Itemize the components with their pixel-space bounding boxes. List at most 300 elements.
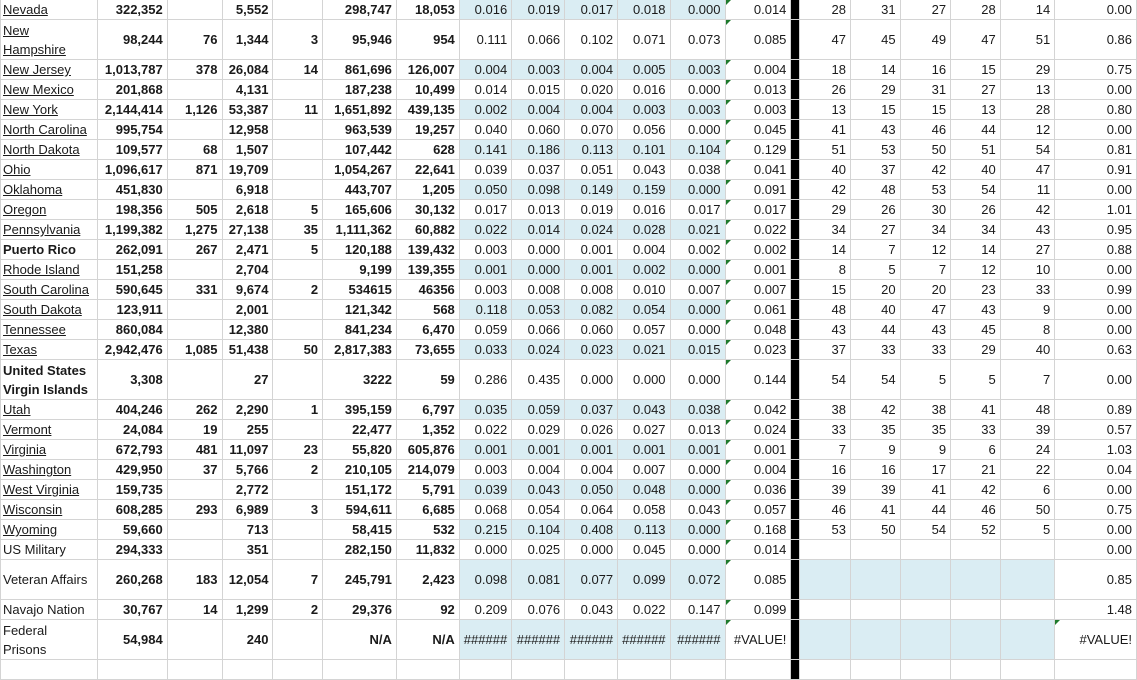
rate-cell[interactable]: 0.000 bbox=[670, 360, 725, 400]
row-name-link[interactable]: Virginia bbox=[3, 442, 47, 457]
rank-cell[interactable]: 38 bbox=[800, 400, 851, 420]
row-name-cell[interactable] bbox=[1, 240, 98, 260]
rate-cell[interactable]: 0.066 bbox=[512, 20, 565, 60]
average-cell[interactable]: 0.061 bbox=[725, 300, 791, 320]
col-b-cell[interactable] bbox=[167, 620, 222, 660]
average-cell[interactable]: 0.085 bbox=[725, 20, 791, 60]
rate-cell[interactable]: 0.003 bbox=[459, 460, 511, 480]
rank-cell[interactable]: 16 bbox=[800, 460, 851, 480]
rate-cell[interactable]: 0.081 bbox=[512, 560, 565, 600]
rate-cell[interactable]: 0.053 bbox=[512, 300, 565, 320]
score-cell[interactable]: 0.95 bbox=[1055, 220, 1137, 240]
rate-cell[interactable]: 0.066 bbox=[512, 320, 565, 340]
rank-cell[interactable]: 48 bbox=[800, 300, 851, 320]
rate-cell[interactable]: 0.000 bbox=[670, 120, 725, 140]
score-cell[interactable]: 1.01 bbox=[1055, 200, 1137, 220]
col-f-cell[interactable]: 46356 bbox=[396, 280, 459, 300]
col-b-cell[interactable] bbox=[167, 300, 222, 320]
col-f-cell[interactable]: 628 bbox=[396, 140, 459, 160]
rank-cell[interactable]: 35 bbox=[900, 420, 951, 440]
col-e-cell[interactable]: 55,820 bbox=[323, 440, 397, 460]
col-e-cell[interactable]: 298,747 bbox=[323, 0, 397, 20]
col-b-cell[interactable] bbox=[167, 80, 222, 100]
rank-cell[interactable] bbox=[850, 560, 900, 600]
rate-cell[interactable]: 0.043 bbox=[512, 480, 565, 500]
rank-cell[interactable] bbox=[800, 620, 851, 660]
rate-cell[interactable]: 0.037 bbox=[512, 160, 565, 180]
row-name-cell[interactable] bbox=[1, 260, 98, 280]
rate-cell[interactable]: 0.022 bbox=[618, 600, 670, 620]
score-cell[interactable]: 0.00 bbox=[1055, 80, 1137, 100]
rank-cell[interactable]: 5 bbox=[850, 260, 900, 280]
rank-cell[interactable]: 7 bbox=[850, 240, 900, 260]
rank-cell[interactable]: 44 bbox=[951, 120, 1001, 140]
rank-cell[interactable]: 54 bbox=[951, 180, 1001, 200]
rank-cell[interactable]: 29 bbox=[800, 200, 851, 220]
rate-cell[interactable]: 0.028 bbox=[618, 220, 670, 240]
average-cell[interactable]: 0.022 bbox=[725, 220, 791, 240]
rate-cell[interactable]: 0.113 bbox=[618, 520, 670, 540]
rank-cell[interactable]: 54 bbox=[1000, 140, 1055, 160]
average-cell[interactable]: #VALUE! bbox=[725, 620, 791, 660]
deaths-cell[interactable]: 1,507 bbox=[222, 140, 273, 160]
total-cases-cell[interactable]: 54,984 bbox=[97, 620, 167, 660]
total-cases-cell[interactable]: 2,144,414 bbox=[97, 100, 167, 120]
average-cell[interactable]: 0.004 bbox=[725, 460, 791, 480]
col-b-cell[interactable]: 293 bbox=[167, 500, 222, 520]
rank-cell[interactable]: 51 bbox=[951, 140, 1001, 160]
rate-cell[interactable]: 0.008 bbox=[565, 280, 618, 300]
col-e-cell[interactable]: 841,234 bbox=[323, 320, 397, 340]
rank-cell[interactable]: 15 bbox=[850, 100, 900, 120]
col-d-cell[interactable] bbox=[273, 140, 323, 160]
rate-cell[interactable]: 0.029 bbox=[512, 420, 565, 440]
rate-cell[interactable]: 0.000 bbox=[670, 260, 725, 280]
rank-cell[interactable]: 39 bbox=[850, 480, 900, 500]
rate-cell[interactable]: 0.020 bbox=[565, 80, 618, 100]
rate-cell[interactable]: 0.004 bbox=[618, 240, 670, 260]
col-b-cell[interactable] bbox=[167, 180, 222, 200]
average-cell[interactable]: 0.014 bbox=[725, 540, 791, 560]
col-b-cell[interactable] bbox=[167, 360, 222, 400]
rank-cell[interactable]: 22 bbox=[1000, 460, 1055, 480]
deaths-cell[interactable]: 11,097 bbox=[222, 440, 273, 460]
rank-cell[interactable]: 50 bbox=[900, 140, 951, 160]
col-e-cell[interactable]: 58,415 bbox=[323, 520, 397, 540]
col-e-cell[interactable]: 95,946 bbox=[323, 20, 397, 60]
rate-cell[interactable]: 0.002 bbox=[670, 240, 725, 260]
average-cell[interactable]: 0.144 bbox=[725, 360, 791, 400]
rank-cell[interactable]: 43 bbox=[900, 320, 951, 340]
row-name-cell[interactable] bbox=[1, 420, 98, 440]
col-d-cell[interactable] bbox=[273, 360, 323, 400]
rank-cell[interactable]: 48 bbox=[1000, 400, 1055, 420]
deaths-cell[interactable]: 26,084 bbox=[222, 60, 273, 80]
score-cell[interactable]: 0.89 bbox=[1055, 400, 1137, 420]
rank-cell[interactable]: 15 bbox=[951, 60, 1001, 80]
rate-cell[interactable]: 0.037 bbox=[565, 400, 618, 420]
rate-cell[interactable]: 0.076 bbox=[512, 600, 565, 620]
total-cases-cell[interactable]: 151,258 bbox=[97, 260, 167, 280]
rate-cell[interactable]: ###### bbox=[618, 620, 670, 660]
col-f-cell[interactable]: 126,007 bbox=[396, 60, 459, 80]
col-d-cell[interactable]: 2 bbox=[273, 600, 323, 620]
col-e-cell[interactable]: 22,477 bbox=[323, 420, 397, 440]
deaths-cell[interactable]: 240 bbox=[222, 620, 273, 660]
col-d-cell[interactable] bbox=[273, 420, 323, 440]
rank-cell[interactable]: 41 bbox=[951, 400, 1001, 420]
col-e-cell[interactable]: 534615 bbox=[323, 280, 397, 300]
rank-cell[interactable]: 41 bbox=[800, 120, 851, 140]
rate-cell[interactable]: 0.010 bbox=[618, 280, 670, 300]
rank-cell[interactable]: 42 bbox=[951, 480, 1001, 500]
row-name-link[interactable]: New Mexico bbox=[3, 82, 74, 97]
deaths-cell[interactable]: 4,131 bbox=[222, 80, 273, 100]
rate-cell[interactable]: ###### bbox=[459, 620, 511, 660]
score-cell[interactable]: 0.99 bbox=[1055, 280, 1137, 300]
row-name-link[interactable]: New Hampshire bbox=[3, 22, 66, 57]
col-e-cell[interactable]: 1,054,267 bbox=[323, 160, 397, 180]
col-d-cell[interactable] bbox=[273, 480, 323, 500]
col-b-cell[interactable]: 1,126 bbox=[167, 100, 222, 120]
rank-cell[interactable]: 33 bbox=[900, 340, 951, 360]
deaths-cell[interactable]: 351 bbox=[222, 540, 273, 560]
score-cell[interactable]: 0.63 bbox=[1055, 340, 1137, 360]
col-f-cell[interactable]: 568 bbox=[396, 300, 459, 320]
rate-cell[interactable]: 0.000 bbox=[670, 80, 725, 100]
score-cell[interactable]: 0.00 bbox=[1055, 320, 1137, 340]
col-d-cell[interactable]: 14 bbox=[273, 60, 323, 80]
row-name-link[interactable]: West Virginia bbox=[3, 482, 80, 497]
rate-cell[interactable]: 0.025 bbox=[512, 540, 565, 560]
rate-cell[interactable]: 0.070 bbox=[565, 120, 618, 140]
deaths-cell[interactable]: 51,438 bbox=[222, 340, 273, 360]
rate-cell[interactable]: 0.104 bbox=[512, 520, 565, 540]
deaths-cell[interactable]: 12,958 bbox=[222, 120, 273, 140]
rate-cell[interactable]: 0.082 bbox=[565, 300, 618, 320]
rank-cell[interactable]: 42 bbox=[850, 400, 900, 420]
rank-cell[interactable]: 26 bbox=[800, 80, 851, 100]
col-d-cell[interactable]: 3 bbox=[273, 500, 323, 520]
rate-cell[interactable]: 0.104 bbox=[670, 140, 725, 160]
total-cases-cell[interactable]: 1,013,787 bbox=[97, 60, 167, 80]
rate-cell[interactable]: 0.113 bbox=[565, 140, 618, 160]
col-f-cell[interactable]: 22,641 bbox=[396, 160, 459, 180]
rate-cell[interactable]: 0.004 bbox=[459, 60, 511, 80]
col-f-cell[interactable]: 10,499 bbox=[396, 80, 459, 100]
col-f-cell[interactable]: 532 bbox=[396, 520, 459, 540]
col-e-cell[interactable]: 861,696 bbox=[323, 60, 397, 80]
rate-cell[interactable]: 0.019 bbox=[565, 200, 618, 220]
rank-cell[interactable]: 8 bbox=[1000, 320, 1055, 340]
total-cases-cell[interactable]: 98,244 bbox=[97, 20, 167, 60]
rate-cell[interactable]: 0.001 bbox=[512, 440, 565, 460]
rank-cell[interactable]: 7 bbox=[1000, 360, 1055, 400]
rate-cell[interactable]: 0.018 bbox=[618, 0, 670, 20]
rate-cell[interactable]: 0.072 bbox=[670, 560, 725, 600]
score-cell[interactable]: 0.57 bbox=[1055, 420, 1137, 440]
rate-cell[interactable]: 0.003 bbox=[670, 60, 725, 80]
score-cell[interactable]: 0.00 bbox=[1055, 180, 1137, 200]
rate-cell[interactable]: 0.017 bbox=[459, 200, 511, 220]
rate-cell[interactable]: 0.050 bbox=[565, 480, 618, 500]
deaths-cell[interactable]: 255 bbox=[222, 420, 273, 440]
col-f-cell[interactable]: 6,685 bbox=[396, 500, 459, 520]
row-name-link[interactable]: North Carolina bbox=[3, 122, 87, 137]
deaths-cell[interactable]: 5,766 bbox=[222, 460, 273, 480]
rate-cell[interactable]: 0.004 bbox=[565, 60, 618, 80]
rate-cell[interactable]: 0.033 bbox=[459, 340, 511, 360]
rank-cell[interactable]: 30 bbox=[900, 200, 951, 220]
rank-cell[interactable]: 16 bbox=[900, 60, 951, 80]
col-e-cell[interactable]: 121,342 bbox=[323, 300, 397, 320]
row-name-link[interactable]: North Dakota bbox=[3, 142, 80, 157]
rank-cell[interactable]: 28 bbox=[800, 0, 851, 20]
col-b-cell[interactable] bbox=[167, 120, 222, 140]
average-cell[interactable]: 0.045 bbox=[725, 120, 791, 140]
col-f-cell[interactable]: 139,432 bbox=[396, 240, 459, 260]
rank-cell[interactable]: 47 bbox=[900, 300, 951, 320]
rank-cell[interactable]: 5 bbox=[1000, 520, 1055, 540]
col-b-cell[interactable]: 19 bbox=[167, 420, 222, 440]
rate-cell[interactable]: 0.000 bbox=[670, 480, 725, 500]
rank-cell[interactable]: 27 bbox=[850, 220, 900, 240]
deaths-cell[interactable]: 12,054 bbox=[222, 560, 273, 600]
col-f-cell[interactable]: 18,053 bbox=[396, 0, 459, 20]
rate-cell[interactable]: 0.098 bbox=[459, 560, 511, 600]
col-d-cell[interactable]: 5 bbox=[273, 200, 323, 220]
rate-cell[interactable]: 0.002 bbox=[459, 100, 511, 120]
total-cases-cell[interactable]: 24,084 bbox=[97, 420, 167, 440]
rate-cell[interactable]: ###### bbox=[565, 620, 618, 660]
rate-cell[interactable]: 0.141 bbox=[459, 140, 511, 160]
rank-cell[interactable]: 45 bbox=[951, 320, 1001, 340]
col-b-cell[interactable]: 262 bbox=[167, 400, 222, 420]
rank-cell[interactable]: 9 bbox=[900, 440, 951, 460]
col-d-cell[interactable] bbox=[273, 180, 323, 200]
rate-cell[interactable]: 0.019 bbox=[512, 0, 565, 20]
score-cell[interactable]: 0.00 bbox=[1055, 360, 1137, 400]
rank-cell[interactable]: 54 bbox=[850, 360, 900, 400]
rate-cell[interactable]: 0.098 bbox=[512, 180, 565, 200]
rank-cell[interactable]: 12 bbox=[951, 260, 1001, 280]
col-e-cell[interactable]: 443,707 bbox=[323, 180, 397, 200]
col-f-cell[interactable]: N/A bbox=[396, 620, 459, 660]
rate-cell[interactable]: 0.013 bbox=[670, 420, 725, 440]
rate-cell[interactable]: 0.023 bbox=[565, 340, 618, 360]
row-name-cell[interactable] bbox=[1, 520, 98, 540]
rate-cell[interactable]: 0.043 bbox=[618, 160, 670, 180]
col-e-cell[interactable]: 165,606 bbox=[323, 200, 397, 220]
col-d-cell[interactable]: 23 bbox=[273, 440, 323, 460]
rate-cell[interactable]: 0.024 bbox=[512, 340, 565, 360]
total-cases-cell[interactable]: 608,285 bbox=[97, 500, 167, 520]
deaths-cell[interactable]: 27,138 bbox=[222, 220, 273, 240]
rank-cell[interactable]: 27 bbox=[1000, 240, 1055, 260]
col-e-cell[interactable]: 2,817,383 bbox=[323, 340, 397, 360]
rate-cell[interactable]: 0.000 bbox=[565, 540, 618, 560]
deaths-cell[interactable]: 9,674 bbox=[222, 280, 273, 300]
rate-cell[interactable]: 0.027 bbox=[618, 420, 670, 440]
rank-cell[interactable] bbox=[1000, 600, 1055, 620]
rate-cell[interactable]: 0.068 bbox=[459, 500, 511, 520]
total-cases-cell[interactable]: 294,333 bbox=[97, 540, 167, 560]
rank-cell[interactable]: 14 bbox=[850, 60, 900, 80]
average-cell[interactable]: 0.014 bbox=[725, 0, 791, 20]
col-b-cell[interactable] bbox=[167, 480, 222, 500]
col-f-cell[interactable]: 439,135 bbox=[396, 100, 459, 120]
rank-cell[interactable]: 40 bbox=[1000, 340, 1055, 360]
rate-cell[interactable]: 0.017 bbox=[565, 0, 618, 20]
total-cases-cell[interactable]: 30,767 bbox=[97, 600, 167, 620]
col-d-cell[interactable] bbox=[273, 300, 323, 320]
rate-cell[interactable]: 0.043 bbox=[618, 400, 670, 420]
rank-cell[interactable]: 10 bbox=[1000, 260, 1055, 280]
col-d-cell[interactable]: 2 bbox=[273, 460, 323, 480]
deaths-cell[interactable]: 6,918 bbox=[222, 180, 273, 200]
deaths-cell[interactable]: 53,387 bbox=[222, 100, 273, 120]
rate-cell[interactable]: 0.001 bbox=[565, 440, 618, 460]
total-cases-cell[interactable]: 59,660 bbox=[97, 520, 167, 540]
col-b-cell[interactable]: 871 bbox=[167, 160, 222, 180]
score-cell[interactable]: 0.91 bbox=[1055, 160, 1137, 180]
deaths-cell[interactable]: 2,001 bbox=[222, 300, 273, 320]
rate-cell[interactable]: 0.003 bbox=[459, 240, 511, 260]
rank-cell[interactable]: 34 bbox=[800, 220, 851, 240]
rate-cell[interactable]: 0.016 bbox=[618, 200, 670, 220]
col-d-cell[interactable] bbox=[273, 80, 323, 100]
rank-cell[interactable]: 54 bbox=[900, 520, 951, 540]
row-name-cell[interactable] bbox=[1, 220, 98, 240]
rank-cell[interactable] bbox=[1000, 560, 1055, 600]
rank-cell[interactable] bbox=[800, 600, 851, 620]
rank-cell[interactable]: 47 bbox=[1000, 160, 1055, 180]
col-d-cell[interactable]: 7 bbox=[273, 560, 323, 600]
average-cell[interactable]: 0.091 bbox=[725, 180, 791, 200]
deaths-cell[interactable]: 2,618 bbox=[222, 200, 273, 220]
rank-cell[interactable]: 48 bbox=[850, 180, 900, 200]
row-name-cell[interactable] bbox=[1, 160, 98, 180]
col-d-cell[interactable]: 5 bbox=[273, 240, 323, 260]
rank-cell[interactable]: 41 bbox=[850, 500, 900, 520]
deaths-cell[interactable]: 713 bbox=[222, 520, 273, 540]
rate-cell[interactable]: 0.059 bbox=[512, 400, 565, 420]
score-cell[interactable]: 0.85 bbox=[1055, 560, 1137, 600]
rank-cell[interactable]: 20 bbox=[850, 280, 900, 300]
average-cell[interactable]: 0.024 bbox=[725, 420, 791, 440]
total-cases-cell[interactable]: 1,096,617 bbox=[97, 160, 167, 180]
average-cell[interactable]: 0.017 bbox=[725, 200, 791, 220]
rank-cell[interactable] bbox=[850, 540, 900, 560]
col-b-cell[interactable]: 505 bbox=[167, 200, 222, 220]
rank-cell[interactable]: 6 bbox=[1000, 480, 1055, 500]
col-b-cell[interactable]: 331 bbox=[167, 280, 222, 300]
rate-cell[interactable]: ###### bbox=[670, 620, 725, 660]
rate-cell[interactable]: 0.002 bbox=[618, 260, 670, 280]
rate-cell[interactable]: 0.003 bbox=[459, 280, 511, 300]
rank-cell[interactable] bbox=[951, 540, 1001, 560]
rank-cell[interactable]: 16 bbox=[850, 460, 900, 480]
rate-cell[interactable]: 0.071 bbox=[618, 20, 670, 60]
rate-cell[interactable]: 0.102 bbox=[565, 20, 618, 60]
rate-cell[interactable]: 0.043 bbox=[670, 500, 725, 520]
col-d-cell[interactable]: 1 bbox=[273, 400, 323, 420]
row-name-cell[interactable] bbox=[1, 320, 98, 340]
col-b-cell[interactable]: 481 bbox=[167, 440, 222, 460]
row-name-link[interactable]: Nevada bbox=[3, 2, 48, 17]
rank-cell[interactable] bbox=[850, 600, 900, 620]
col-e-cell[interactable]: 1,111,362 bbox=[323, 220, 397, 240]
rank-cell[interactable]: 31 bbox=[850, 0, 900, 20]
col-b-cell[interactable]: 267 bbox=[167, 240, 222, 260]
col-d-cell[interactable] bbox=[273, 160, 323, 180]
col-f-cell[interactable]: 6,797 bbox=[396, 400, 459, 420]
rank-cell[interactable] bbox=[951, 620, 1001, 660]
rank-cell[interactable]: 26 bbox=[951, 200, 1001, 220]
rate-cell[interactable]: 0.099 bbox=[618, 560, 670, 600]
rank-cell[interactable]: 37 bbox=[850, 160, 900, 180]
col-b-cell[interactable]: 14 bbox=[167, 600, 222, 620]
col-f-cell[interactable]: 11,832 bbox=[396, 540, 459, 560]
rate-cell[interactable]: 0.000 bbox=[670, 460, 725, 480]
average-cell[interactable]: 0.023 bbox=[725, 340, 791, 360]
rate-cell[interactable]: 0.001 bbox=[618, 440, 670, 460]
row-name-link[interactable]: New Jersey bbox=[3, 62, 71, 77]
rate-cell[interactable]: 0.015 bbox=[670, 340, 725, 360]
rate-cell[interactable]: 0.077 bbox=[565, 560, 618, 600]
rank-cell[interactable]: 26 bbox=[850, 200, 900, 220]
row-name-cell[interactable] bbox=[1, 100, 98, 120]
rank-cell[interactable]: 14 bbox=[951, 240, 1001, 260]
score-cell[interactable]: 0.00 bbox=[1055, 300, 1137, 320]
rate-cell[interactable]: 0.060 bbox=[512, 120, 565, 140]
deaths-cell[interactable]: 12,380 bbox=[222, 320, 273, 340]
rate-cell[interactable]: 0.000 bbox=[670, 320, 725, 340]
rate-cell[interactable]: 0.014 bbox=[459, 80, 511, 100]
rank-cell[interactable]: 39 bbox=[1000, 420, 1055, 440]
col-d-cell[interactable]: 2 bbox=[273, 280, 323, 300]
rate-cell[interactable]: 0.022 bbox=[459, 420, 511, 440]
rate-cell[interactable]: 0.149 bbox=[565, 180, 618, 200]
rank-cell[interactable] bbox=[951, 560, 1001, 600]
average-cell[interactable]: 0.057 bbox=[725, 500, 791, 520]
score-cell[interactable]: 0.75 bbox=[1055, 60, 1137, 80]
col-f-cell[interactable]: 214,079 bbox=[396, 460, 459, 480]
row-name-cell[interactable] bbox=[1, 540, 98, 560]
col-e-cell[interactable]: 395,159 bbox=[323, 400, 397, 420]
rate-cell[interactable]: 0.050 bbox=[459, 180, 511, 200]
col-f-cell[interactable]: 1,352 bbox=[396, 420, 459, 440]
rank-cell[interactable] bbox=[951, 600, 1001, 620]
col-b-cell[interactable]: 68 bbox=[167, 140, 222, 160]
rank-cell[interactable]: 53 bbox=[850, 140, 900, 160]
rate-cell[interactable]: 0.111 bbox=[459, 20, 511, 60]
row-name-link[interactable]: South Dakota bbox=[3, 302, 82, 317]
rank-cell[interactable]: 29 bbox=[951, 340, 1001, 360]
rank-cell[interactable]: 13 bbox=[1000, 80, 1055, 100]
rate-cell[interactable]: 0.016 bbox=[459, 0, 511, 20]
total-cases-cell[interactable]: 322,352 bbox=[97, 0, 167, 20]
rate-cell[interactable]: 0.286 bbox=[459, 360, 511, 400]
rate-cell[interactable]: 0.001 bbox=[565, 260, 618, 280]
row-name-link[interactable]: Ohio bbox=[3, 162, 31, 177]
row-name-cell[interactable] bbox=[1, 620, 98, 660]
score-cell[interactable]: 0.80 bbox=[1055, 100, 1137, 120]
rate-cell[interactable]: 0.040 bbox=[459, 120, 511, 140]
col-e-cell[interactable]: 151,172 bbox=[323, 480, 397, 500]
col-e-cell[interactable]: 107,442 bbox=[323, 140, 397, 160]
rate-cell[interactable]: 0.004 bbox=[512, 100, 565, 120]
